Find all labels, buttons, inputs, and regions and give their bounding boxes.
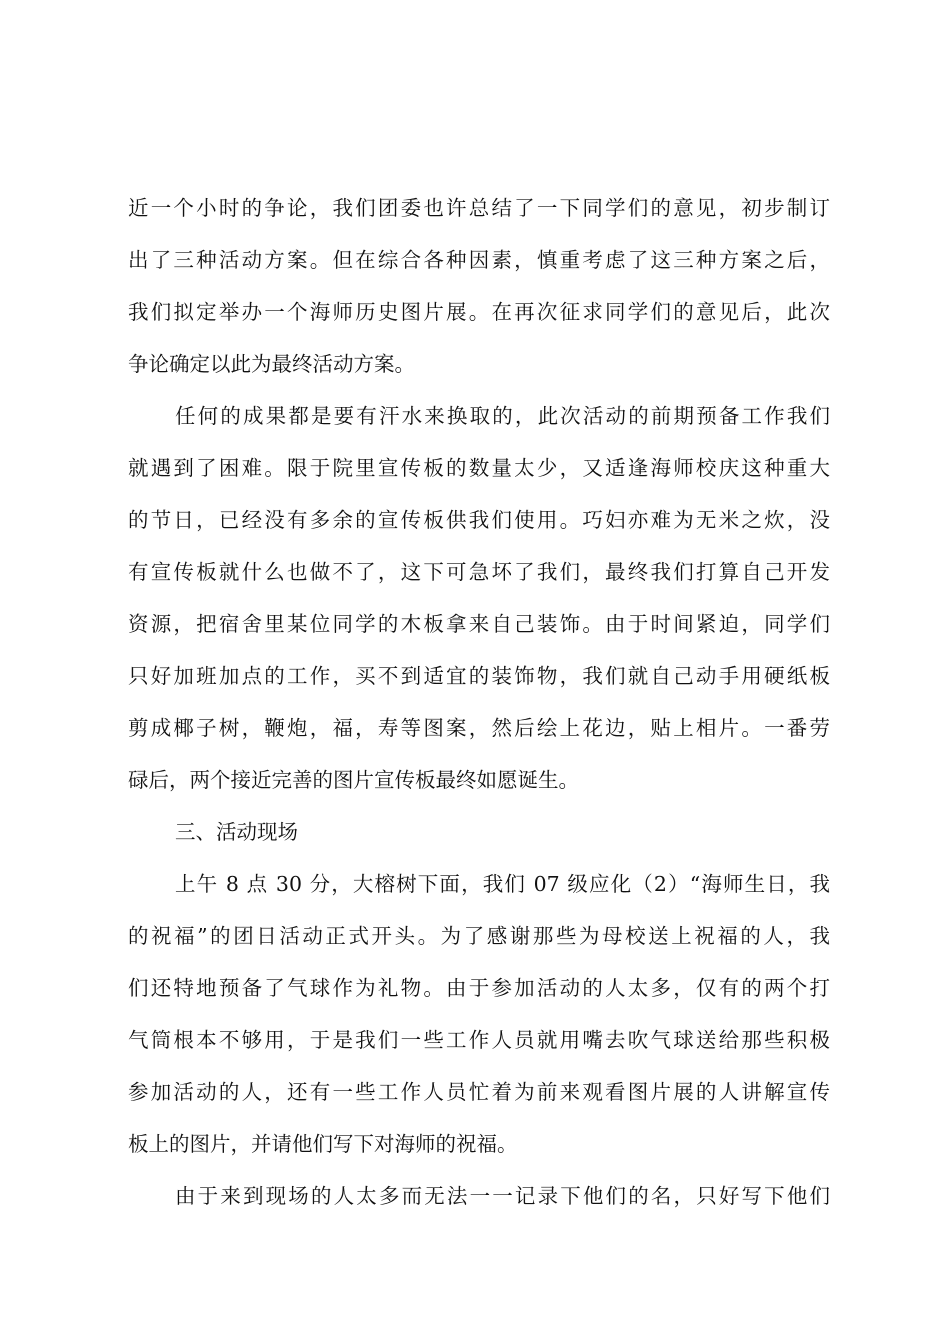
text-line: 碌后，两个接近完善的图片宣传板最终如愿诞生。	[128, 768, 579, 792]
text-line: 由于来到现场的人太多而无法一一记录下他们的名，只好写下他们	[175, 1184, 830, 1208]
text-line: 出了三种活动方案。但在综合各种因素，慎重考虑了这三种方案之后，	[128, 248, 830, 272]
text-line: 争论确定以此为最终活动方案。	[128, 352, 415, 376]
text-line: 任何的成果都是要有汗水来换取的，此次活动的前期预备工作我们	[175, 404, 830, 428]
text-line: 就遇到了困难。限于院里宣传板的数量太少，又适逢海师校庆这种重大	[128, 456, 830, 480]
text-line: 我们拟定举办一个海师历史图片展。在再次征求同学们的意见后，此次	[128, 300, 830, 324]
text-line: 上午 8 点 30 分，大榕树下面，我们 07 级应化（2）“海师生日，我	[175, 872, 830, 896]
text-line: 的祝福”的团日活动正式开头。为了感谢那些为母校送上祝福的人，我	[128, 924, 830, 948]
text-line: 有宣传板就什么也做不了，这下可急坏了我们，最终我们打算自己开发	[128, 560, 830, 584]
text-line: 们还特地预备了气球作为礼物。由于参加活动的人太多，仅有的两个打	[128, 976, 830, 1000]
text-line: 板上的图片，并请他们写下对海师的祝福。	[128, 1132, 518, 1156]
text-line: 近一个小时的争论，我们团委也许总结了一下同学们的意见，初步制订	[128, 196, 830, 220]
text-line: 资源，把宿舍里某位同学的木板拿来自己装饰。由于时间紧迫，同学们	[128, 612, 830, 636]
text-line: 气筒根本不够用，于是我们一些工作人员就用嘴去吹气球送给那些积极	[128, 1028, 830, 1052]
text-line: 参加活动的人，还有一些工作人员忙着为前来观看图片展的人讲解宣传	[128, 1080, 830, 1104]
text-line: 的节日，已经没有多余的宣传板供我们使用。巧妇亦难为无米之炊，没	[128, 508, 830, 532]
text-line: 剪成椰子树，鞭炮，福，寿等图案，然后绘上花边，贴上相片。一番劳	[128, 716, 830, 740]
section-heading: 三、活动现场	[175, 820, 298, 844]
text-line: 只好加班加点的工作，买不到适宜的装饰物，我们就自己动手用硬纸板	[128, 664, 830, 688]
